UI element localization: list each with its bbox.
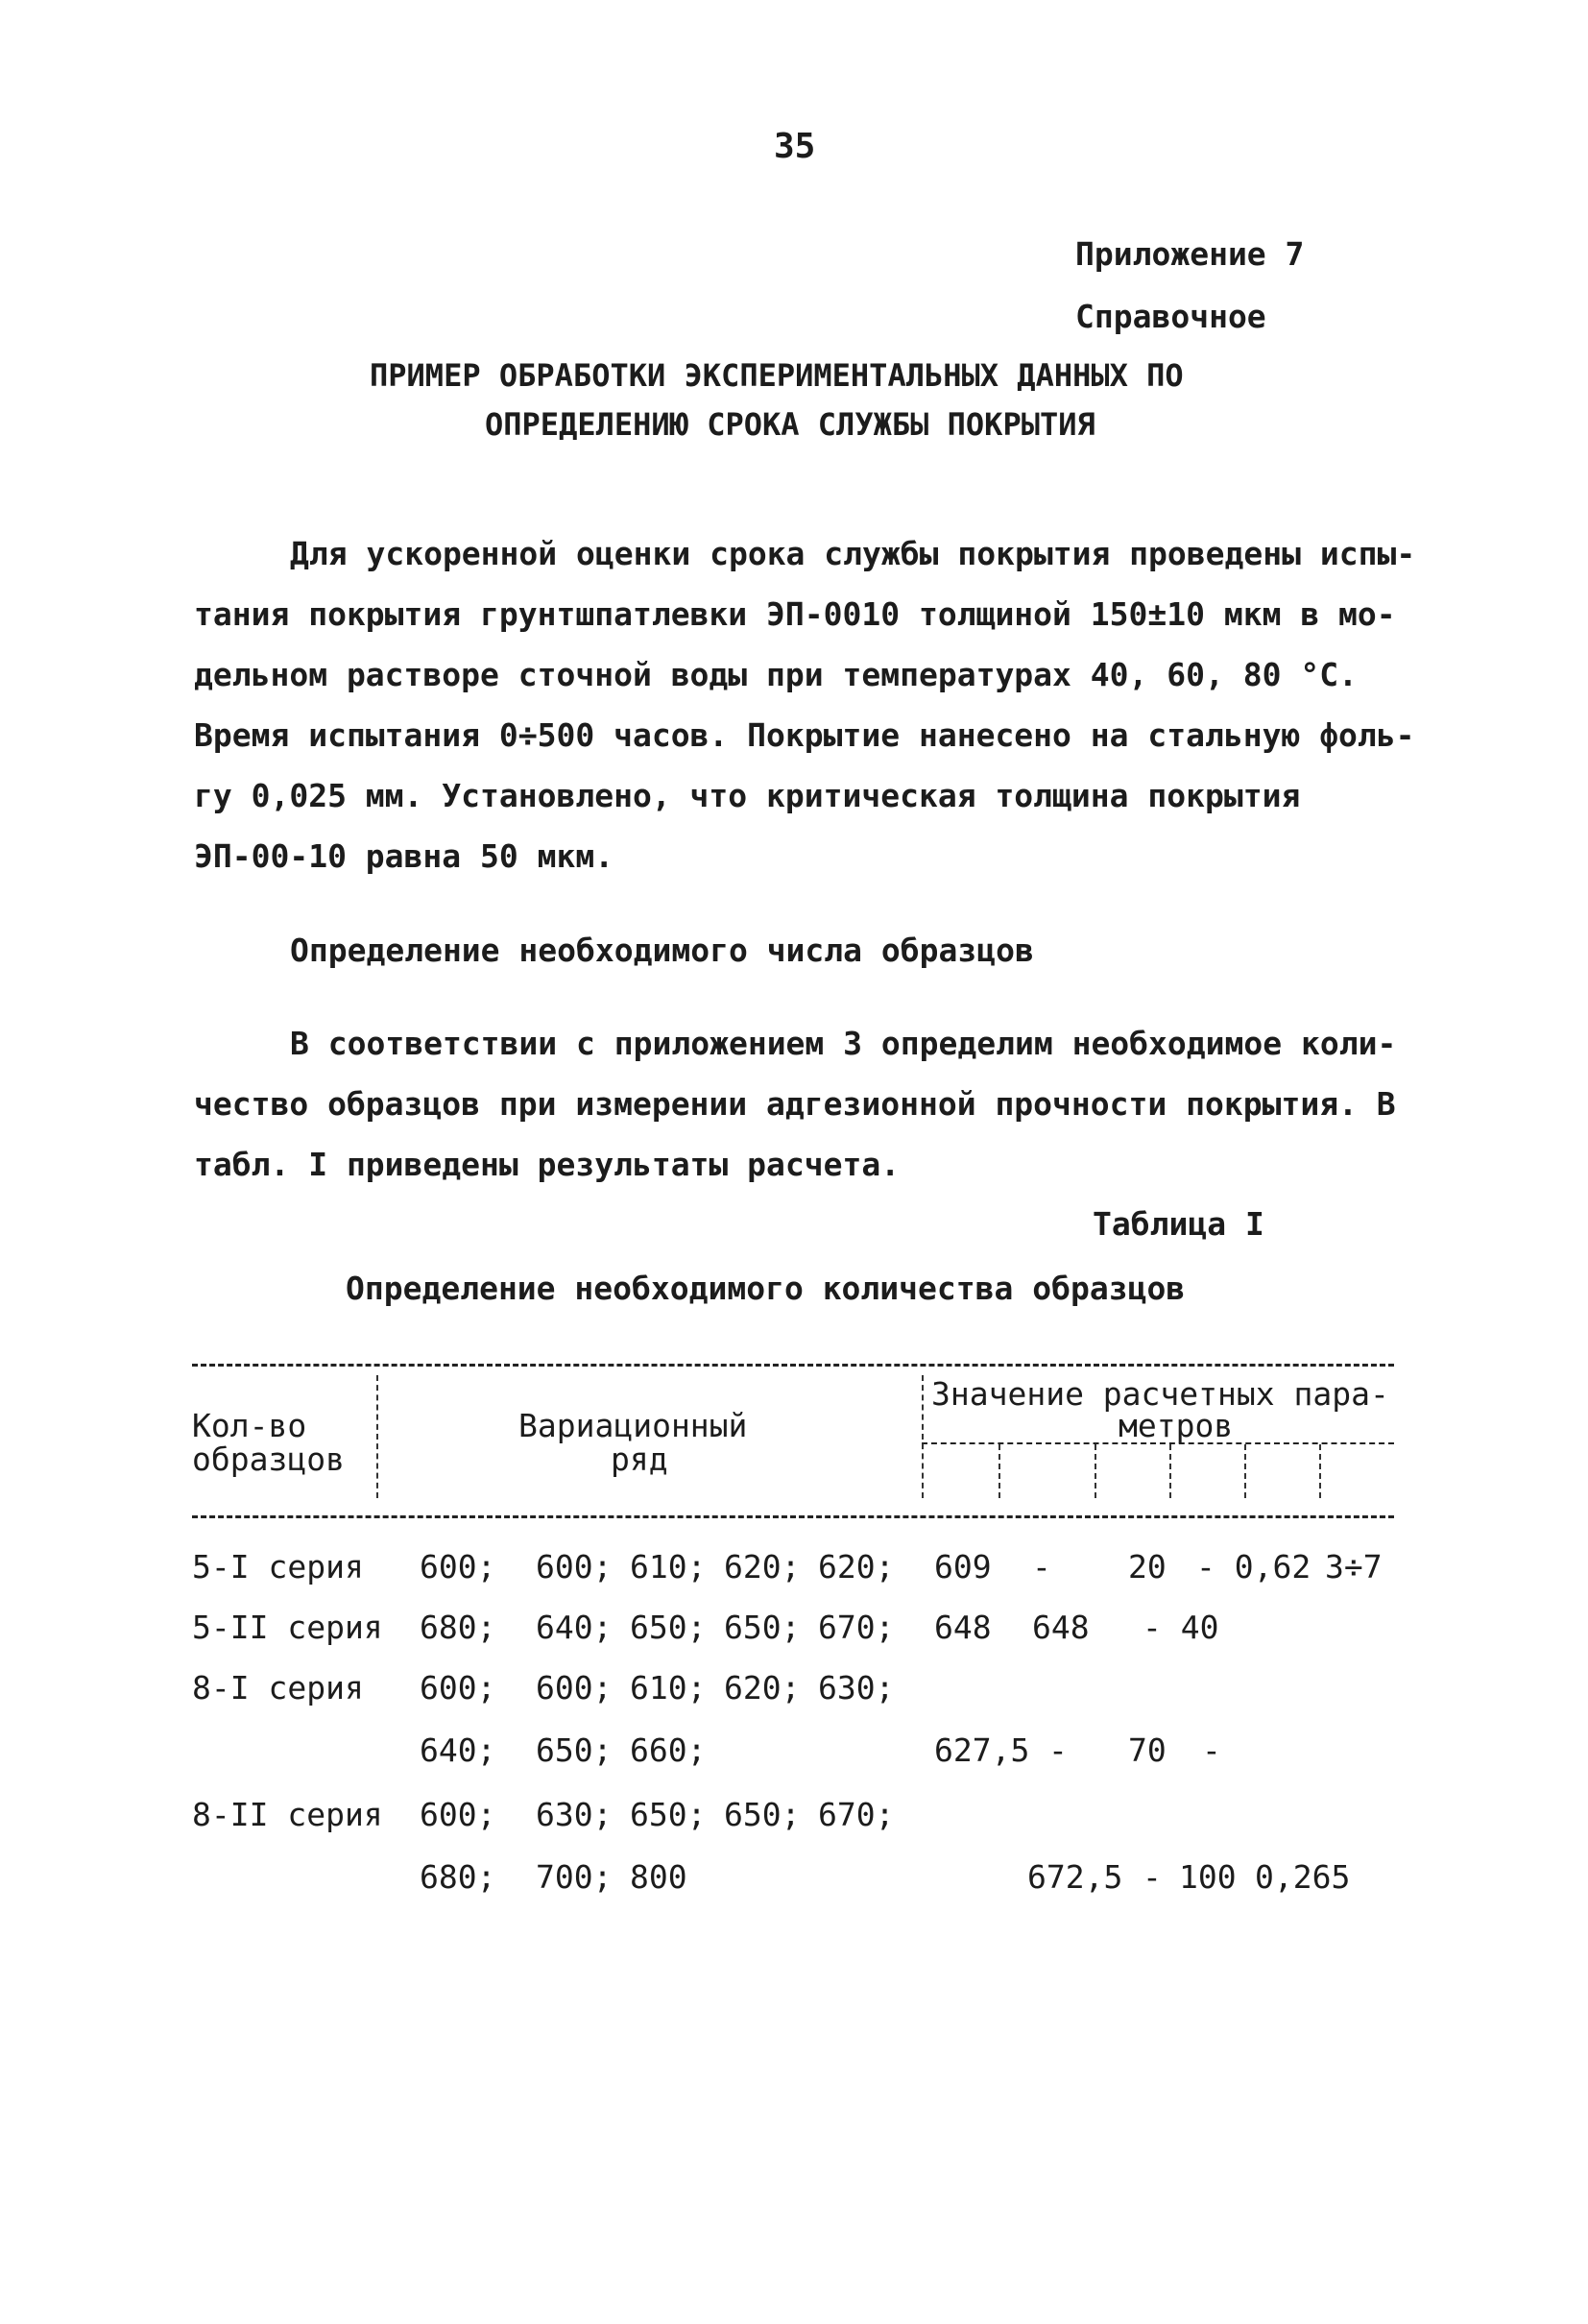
section-heading: Определение необходимого числа образцов	[290, 932, 1034, 969]
paragraph-line: гу 0,025 мм. Установлено, что критическая толщина покрытия	[194, 777, 1301, 814]
table-cell: 672,5	[1027, 1858, 1123, 1896]
table-cell: 620;	[724, 1548, 801, 1586]
table-cell: 650;	[724, 1796, 801, 1833]
table-cell: 620;	[724, 1669, 801, 1707]
paragraph-line: чество образцов при измерении адгезионной прочности покрытия. В	[194, 1085, 1396, 1123]
table-label: Таблица I	[1093, 1205, 1264, 1243]
table-cell: 600;	[420, 1548, 496, 1586]
table-cell: 609	[934, 1548, 992, 1586]
table-cell: 700;	[536, 1858, 613, 1896]
table-cell: 3÷7	[1325, 1548, 1383, 1586]
paragraph-line: дельном растворе сточной воды при температурах 40, 60, 80 °С.	[194, 656, 1358, 693]
column-divider	[376, 1375, 378, 1498]
table-cell: 648	[934, 1609, 992, 1646]
table-cell: 640;	[536, 1609, 613, 1646]
column-divider	[1169, 1444, 1171, 1498]
table-cell: 610;	[630, 1669, 707, 1707]
table-title: Определение необходимого количества образцов	[346, 1270, 1186, 1307]
table-cell: 800	[630, 1858, 687, 1896]
col-header-count: Кол-во	[192, 1407, 307, 1444]
col-header-params: метров	[1119, 1407, 1234, 1444]
document-title-line2: ОПРЕДЕЛЕНИЮ СРОКА СЛУЖБЫ ПОКРЫТИЯ	[485, 406, 1095, 443]
table-cell: 650;	[630, 1796, 707, 1833]
paragraph-line: ЭП-00-10 равна 50 мкм.	[194, 837, 614, 875]
table-row-label: 5-I серия	[192, 1548, 364, 1586]
column-divider	[922, 1375, 924, 1498]
page-number: 35	[774, 127, 816, 166]
table-row-label: 8-I серия	[192, 1669, 364, 1707]
paragraph-line: Для ускоренной оценки срока службы покрытия проведены испы-	[290, 535, 1416, 572]
table-cell: 680;	[420, 1609, 496, 1646]
table-cell: 70	[1128, 1731, 1167, 1769]
table-cell: -	[1048, 1731, 1068, 1769]
column-divider	[999, 1444, 1000, 1498]
table-cell: 660;	[630, 1731, 707, 1769]
table-cell: 100	[1179, 1858, 1237, 1896]
table-row-label: 8-II серия	[192, 1796, 383, 1833]
table-cell: 610;	[630, 1548, 707, 1586]
column-divider	[1095, 1444, 1096, 1498]
paragraph-line: В соответствии с приложением 3 определим необходимое коли-	[290, 1025, 1397, 1062]
table-cell: 630;	[536, 1796, 613, 1833]
table-cell: -	[1202, 1731, 1221, 1769]
document-title-line1: ПРИМЕР ОБРАБОТКИ ЭКСПЕРИМЕНТАЛЬНЫХ ДАННЫХ ПО	[370, 357, 1184, 394]
table-cell: - 40	[1143, 1609, 1219, 1646]
table-cell: 600;	[420, 1796, 496, 1833]
table-cell: -	[1032, 1548, 1051, 1586]
table-cell: 650;	[724, 1609, 801, 1646]
appendix-type: Справочное	[1075, 298, 1266, 335]
table-cell: 670;	[818, 1609, 895, 1646]
appendix-label: Приложение 7	[1075, 235, 1305, 273]
table-cell: 600;	[536, 1669, 613, 1707]
column-divider	[1244, 1444, 1246, 1498]
table-cell: 640;	[420, 1731, 496, 1769]
table-cell: 627,5	[934, 1731, 1030, 1769]
table-cell: - 0,62	[1196, 1548, 1311, 1586]
paragraph-line: Время испытания 0÷500 часов. Покрытие нанесено на стальную фоль-	[194, 716, 1415, 754]
table-row-label: 5-II серия	[192, 1609, 383, 1646]
results-paragraph	[194, 1013, 1413, 1195]
table-cell: 0,265	[1255, 1858, 1351, 1896]
table-cell: 600;	[536, 1548, 613, 1586]
table-cell: 620;	[818, 1548, 895, 1586]
col-header-count: образцов	[192, 1440, 345, 1478]
table-cell: 600;	[420, 1669, 496, 1707]
intro-paragraph	[194, 523, 1416, 886]
table-cell: 20	[1128, 1548, 1167, 1586]
table-cell: 630;	[818, 1669, 895, 1707]
table-header-rule	[192, 1515, 1394, 1518]
table-cell: -	[1143, 1858, 1162, 1896]
table-cell: 648	[1032, 1609, 1090, 1646]
table-cell: 650;	[630, 1609, 707, 1646]
table-cell: 670;	[818, 1796, 895, 1833]
col-header-series: ряд	[611, 1440, 668, 1478]
table-top-rule	[192, 1364, 1394, 1367]
table-cell: 680;	[420, 1858, 496, 1896]
col-header-series: Вариационный	[518, 1407, 748, 1444]
paragraph-line: тания покрытия грунтшпатлевки ЭП-0010 толщиной 150±10 мкм в мо-	[194, 595, 1396, 633]
col-header-params: Значение расчетных пара-	[931, 1375, 1389, 1413]
table-cell: 650;	[536, 1731, 613, 1769]
paragraph-line: табл. I приведены результаты расчета.	[194, 1146, 901, 1183]
column-divider	[1319, 1444, 1321, 1498]
